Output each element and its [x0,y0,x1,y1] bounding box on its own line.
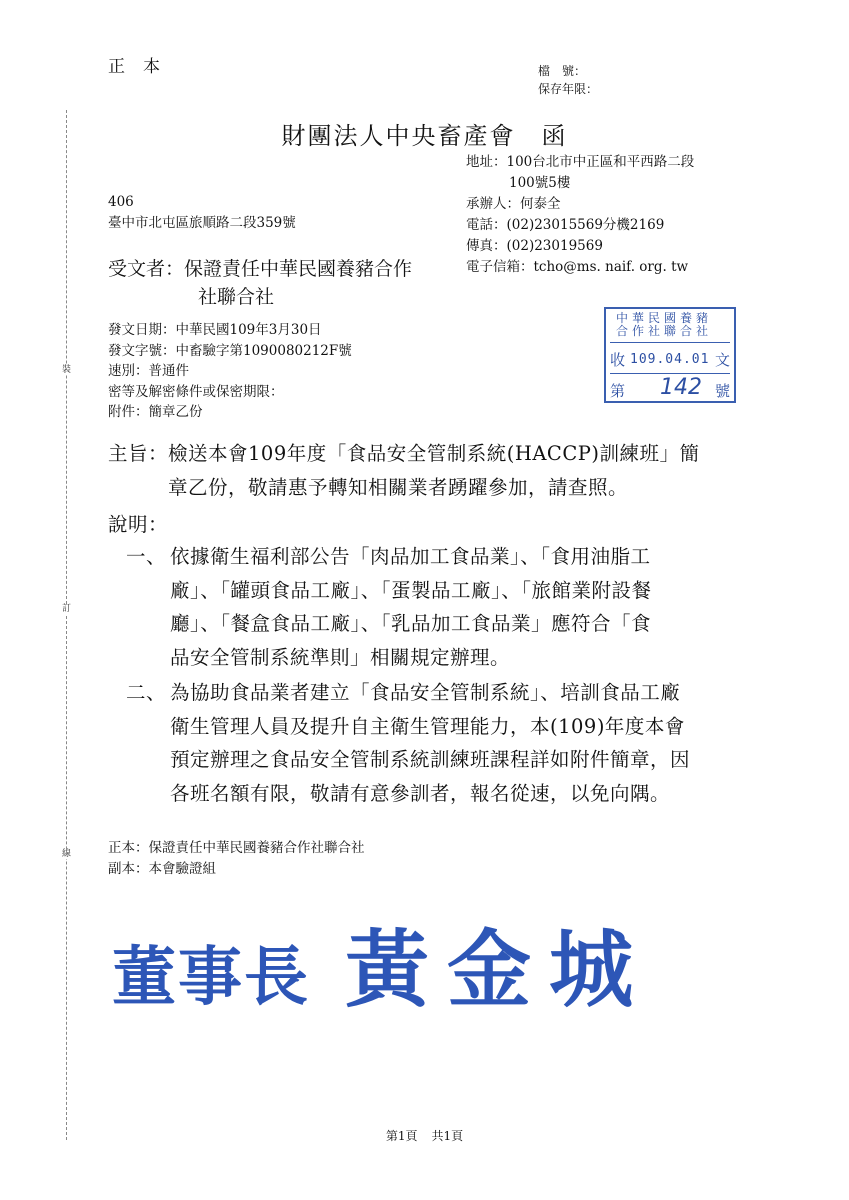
stamp-divider [610,342,730,343]
reference-number: 發文字號：中畜驗字第1090080212F號 [108,342,352,359]
receipt-stamp [604,307,736,403]
stamp-hao-label: 號 [714,382,730,400]
total-pages: 共1頁 [431,1129,464,1143]
document-meta [108,320,352,423]
explanation-item [126,540,738,674]
fax: 傳真：(02)23019569 [466,238,603,254]
binding-mark-ding: 訂 [62,604,72,614]
postal-code: 406 [108,194,134,210]
recipient-line-2: 社聯合社 [198,286,275,308]
item-line: 各班名額有限，敬請有意參訓者，報名從速，以免向隅。 [170,781,671,805]
stamp-di-label: 第 [610,382,626,400]
stamp-receive-label: 收 [610,351,626,369]
email: 電子信箱：tcho@ms. naif. org. tw [466,259,689,275]
handler: 承辦人：何泰全 [466,196,561,212]
recipient-line-1: 受文者：保證責任中華民國養豬合作 [108,258,413,280]
original-recipient: 正本：保證責任中華民國養豬合作社聯合社 [108,840,365,856]
document-title [0,116,849,151]
address-line-1: 地址：100台北市中正區和平西路二段 [466,154,695,170]
file-info [538,62,598,98]
explanation-item [126,676,738,810]
item-line: 廳」、「餐盒食品工廠」、「乳品加工食品業」應符合「食 [170,612,652,635]
explanation-label: 說明： [108,513,169,536]
item-number: 一、 [126,545,167,568]
stamp-org-line-2: 合作社聯合社 [616,324,713,338]
binding-line [66,110,67,1140]
item-line: 依據衛生福利部公告「肉品加工食品業」、「食用油脂工 [170,545,651,568]
item-line: 廠」、「罐頭食品工廠」、「蛋製品工廠」、「旅館業附設餐 [170,578,652,602]
copy-label: 正本 [108,57,178,77]
attachment: 附件：簡章乙份 [108,404,203,420]
recipient-address: 臺中市北屯區旅順路二段359號 [108,215,296,231]
contact-block [466,152,694,278]
item-line: 品安全管制系統準則」相關規定辦理。 [170,645,511,669]
subject-line-2: 章乙份，敬請惠予轉知相關業者踴躍參加，請查照。 [168,475,629,499]
delivery-speed: 速別：普通件 [108,363,189,379]
phone: 電話：(02)23015569分機2169 [466,217,665,233]
current-page: 第1頁 [385,1129,418,1143]
issue-date: 發文日期：中華民國109年3月30日 [108,322,322,338]
issuing-organization: 財團法人中央畜產會 [281,122,516,150]
stamp-org-line-1: 中華民國養豬 [616,311,713,325]
page-number [0,1127,849,1144]
copy-recipient: 副本：本會驗證組 [108,860,216,877]
chairman-signature-seal [112,921,652,1019]
postal-address [108,192,296,234]
recipient [108,255,468,311]
archive-number: 檔 號： [538,64,587,78]
item-line: 衛生管理人員及提升自主衛生管理能力，本(109)年度本會 [170,714,685,738]
secrecy-level: 密等及解密條件或保密期限： [108,383,284,400]
distribution [108,838,365,879]
address-line-2: 100號5樓 [509,175,571,191]
item-line: 為協助食品業者建立「食品安全管制系統」、培訓食品工廠 [170,681,681,704]
signature-name: 黃金城 [345,921,652,1019]
stamp-number: 142 [660,375,702,400]
binding-mark-xian: 線 [62,849,72,859]
item-line: 預定辦理之食品安全管制系統訓練班課程詳如附件簡章，因 [170,748,691,771]
retention-period: 保存年限： [538,82,599,96]
subject [108,437,748,504]
signature-title: 董事長 [112,941,310,1015]
binding-mark-zhuang: 裝 [62,365,72,375]
stamp-organization [616,312,728,338]
item-number: 二、 [126,681,167,704]
document-type: 函 [541,122,568,150]
subject-line-1: 主旨：檢送本會109年度「食品安全管制系統(HACCP)訓練班」簡 [108,442,700,465]
stamp-divider [610,373,730,374]
stamp-date: 109.04.01 [630,352,710,367]
stamp-wen-label: 文 [714,351,730,369]
